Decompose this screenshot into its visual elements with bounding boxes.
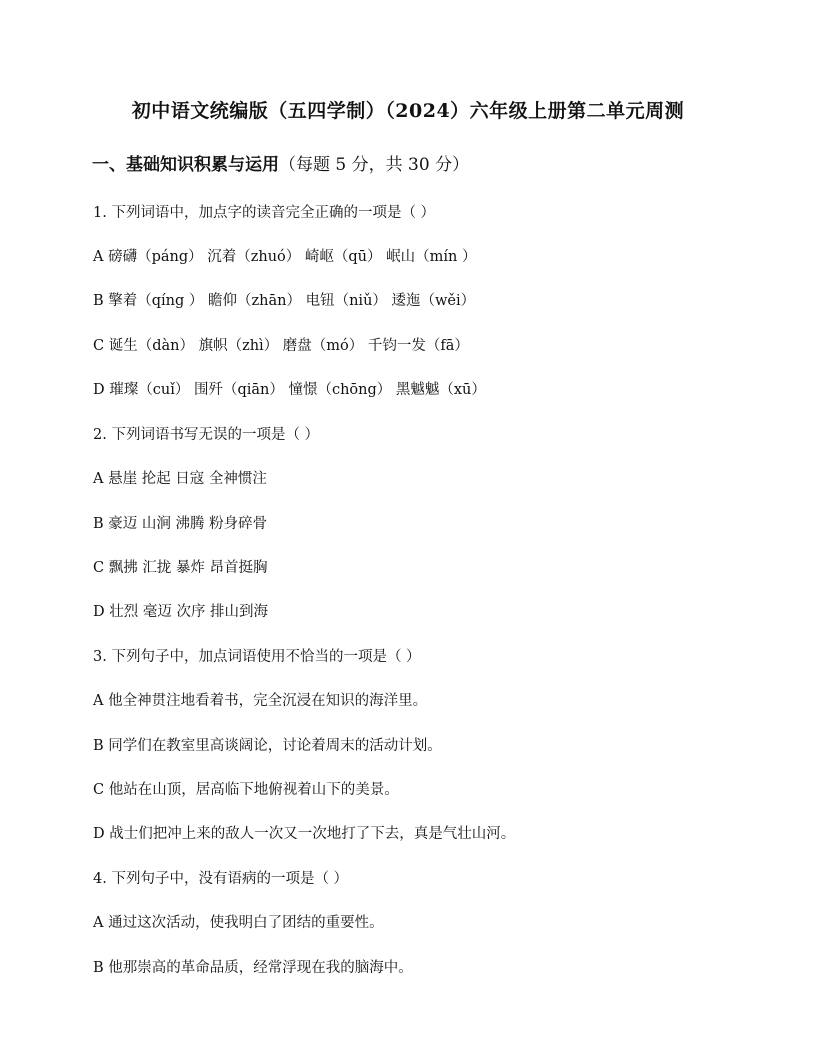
- question-1-option-d: D 璀璨（cuǐ） 围歼（qiān） 憧憬（chōng） 黑魆魆（xū）: [93, 382, 486, 398]
- section-heading-score-note: （每题 5 分，共 30 分）: [279, 155, 470, 175]
- question-1-stem: 1. 下列词语中，加点字的读音完全正确的一项是（ ）: [93, 205, 436, 221]
- question-2-option-a: A 悬崖 抡起 日寇 全神惯注: [93, 471, 267, 487]
- question-3-option-a: A 他全神贯注地看着书，完全沉浸在知识的海洋里。: [93, 693, 428, 709]
- question-3-option-c: C 他站在山顶，居高临下地俯视着山下的美景。: [93, 782, 399, 798]
- question-1-option-c: C 诞生（dàn） 旗帜（zhì） 磨盘（mó） 千钧一发（fā）: [93, 338, 469, 354]
- question-2-option-d: D 壮烈 毫迈 次序 排山到海: [93, 604, 269, 620]
- question-3-option-b: B 同学们在教室里高谈阔论，讨论着周末的活动计划。: [93, 738, 442, 754]
- document-title: 初中语文统编版（五四学制）（2024）六年级上册第二单元周测: [131, 100, 685, 122]
- section-heading: [92, 150, 469, 175]
- section-heading-label: 一、基础知识积累与运用: [92, 155, 279, 175]
- question-4-option-b: B 他那崇高的革命品质，经常浮现在我的脑海中。: [93, 960, 413, 976]
- question-3-option-d: D 战士们把冲上来的敌人一次又一次地打了下去，真是气壮山河。: [93, 826, 516, 842]
- question-4-option-a: A 通过这次活动，使我明白了团结的重要性。: [93, 915, 384, 931]
- question-3-stem: 3. 下列句子中，加点词语使用不恰当的一项是（ ）: [93, 649, 421, 665]
- question-2-stem: 2. 下列词语书写无误的一项是（ ）: [93, 427, 320, 443]
- question-1-option-a: A 磅礴（páng） 沉着（zhuó） 崎岖（qū） 岷山（mín ）: [93, 249, 477, 265]
- question-1-option-b: B 擎着（qíng ） 瞻仰（zhān） 电钮（niǔ） 逶迤（wěi）: [93, 293, 476, 309]
- question-4-stem: 4. 下列句子中，没有语病的一项是（ ）: [93, 871, 349, 887]
- question-2-option-c: C 飘拂 汇拢 暴炸 昂首挺胸: [93, 560, 268, 576]
- question-2-option-b: B 豪迈 山涧 沸腾 粉身碎骨: [93, 516, 268, 532]
